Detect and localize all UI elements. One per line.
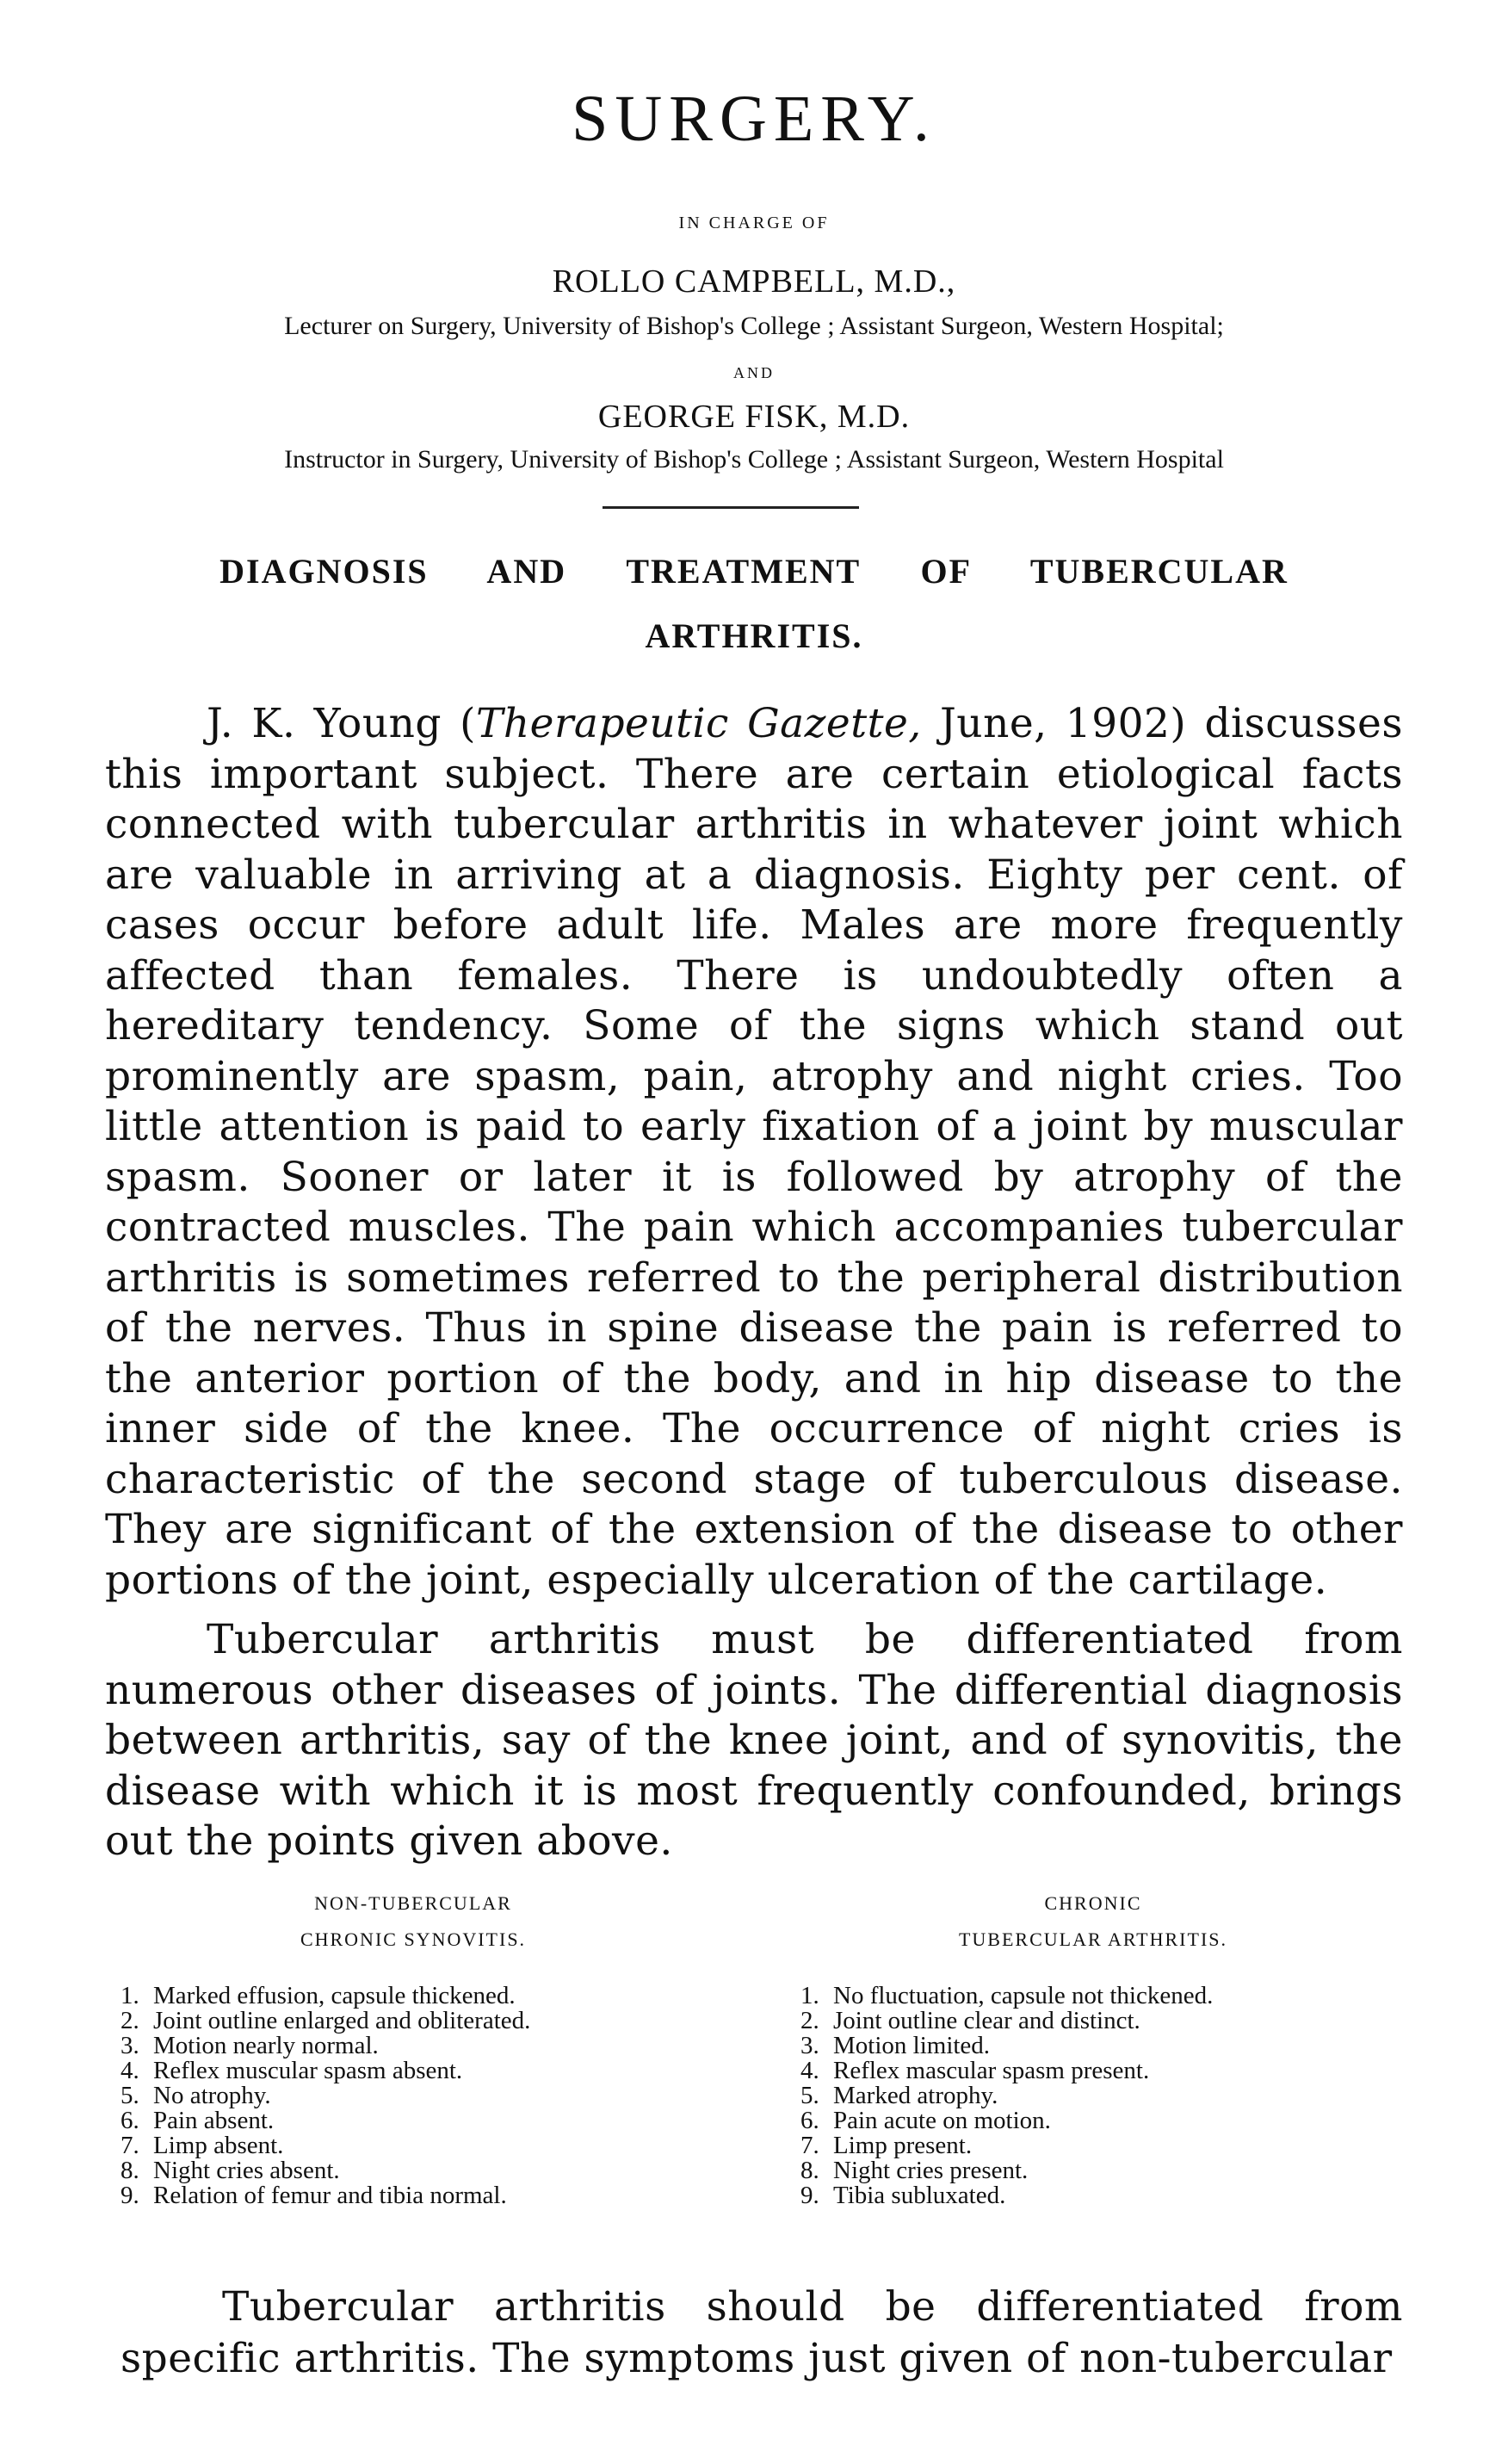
table-column-non-tubercular: [121, 1885, 775, 2208]
list-item: 8. Night cries absent.: [121, 2157, 340, 2184]
column-heading-line-1: CHRONIC: [1044, 1892, 1142, 1914]
header-divider: [603, 506, 859, 509]
article-paragraph-1: [105, 699, 1403, 1606]
list-item: 9. Tibia subluxated.: [800, 2182, 1006, 2209]
list-item: 1. Marked effusion, capsule thickened.: [121, 1982, 516, 2009]
list-item: 5. Marked atrophy.: [800, 2082, 998, 2109]
list-item: 3. Motion nearly normal.: [121, 2032, 379, 2059]
editor-1-name: ROLLO CAMPBELL, M.D.,: [552, 263, 956, 300]
column-heading-line-1: NON-TUBERCULAR: [314, 1892, 512, 1914]
list-item: 3. Motion limited.: [800, 2032, 991, 2059]
in-charge-label: IN CHARGE OF: [678, 214, 830, 232]
list-item: 2. Joint outline enlarged and obliterated.: [121, 2007, 531, 2034]
paragraph-1-body: June, 1902) discusses this important subject. There are certain etiological facts connected with tubercular arthritis in whatever joint which are valuable in arriving at a diagnosis. Eighty per cent. of cases occur before adult life. Males are more frequently affected than females. There is undoubtedly often a hereditary tendency. Some of the signs which stand out prominently are spasm, pain, atrophy and night cries. Too little attention is paid to early fixation of a joint by muscular spasm. Sooner or later it is followed by atrophy of the contracted muscles. The pain which accompanies tubercular arthritis is sometimes referred to the peripheral distribution of the nerves. Thus in spine disease the pain is referred to the anterior portion of the body, and in hip disease to the inner side of the knee. The occurrence of night cries is characteristic of the second stage of tuberculous disease. They are significant of the extension of the disease to other portions of the joint, especially ulceration of the cartilage.: [105, 700, 1403, 1604]
list-item: 8. Night cries present.: [800, 2157, 1029, 2184]
list-item: 6. Pain acute on motion.: [800, 2107, 1051, 2134]
paragraph-1-lead: J. K. Young (: [207, 700, 477, 747]
list-item: 6. Pain absent.: [121, 2107, 275, 2134]
list-item: 9. Relation of femur and tibia normal.: [121, 2182, 507, 2209]
list-item: 4. Reflex mascular spasm present.: [800, 2057, 1150, 2084]
editor-1-affiliation: Lecturer on Surgery, University of Bishop's College ; Assistant Surgeon, Western Hospital;: [284, 312, 1224, 340]
column-heading-line-2: TUBERCULAR ARTHRITIS.: [958, 1928, 1228, 1950]
symptom-list: [121, 1984, 775, 2208]
symptom-list: [800, 1984, 1403, 2208]
list-item: 7. Limp absent.: [121, 2132, 284, 2159]
editor-2-name: GEORGE FISK, M.D.: [597, 399, 911, 435]
paragraph-2-text: Tubercular arthritis must be differentiated from numerous other diseases of joints. The differential diagnosis between arthritis, say of the knee joint, and of synovitis, the disease with which it is most frequently confounded, brings out the points given above.: [105, 1616, 1403, 1865]
list-item: 5. No atrophy.: [121, 2082, 271, 2109]
editor-2-affiliation: Instructor in Surgery, University of Bishop's College ; Assistant Surgeon, Western Hospital: [284, 445, 1224, 474]
and-label: AND: [733, 364, 775, 381]
list-item: 7. Limp present.: [800, 2132, 973, 2159]
list-item: 4. Reflex muscular spasm absent.: [121, 2057, 463, 2084]
journal-name: Therapeutic Gazette,: [476, 700, 922, 747]
table-column-tubercular: [800, 1885, 1403, 2208]
list-item: 2. Joint outline clear and distinct.: [800, 2007, 1140, 2034]
article-paragraph-3: [121, 2281, 1403, 2385]
section-title: SURGERY.: [572, 83, 936, 155]
column-heading-line-2: CHRONIC SYNOVITIS.: [300, 1928, 527, 1950]
article-title-line-2: ARTHRITIS.: [645, 616, 863, 655]
article-title-line-1: DIAGNOSIS AND TREATMENT OF TUBERCULAR: [219, 552, 1289, 591]
list-item: 1. No fluctuation, capsule not thickened.: [800, 1982, 1214, 2009]
article-paragraph-2: [105, 1615, 1403, 1867]
paragraph-3-text: Tubercular arthritis should be differentiated from specific arthritis. The symptoms just given of non-tubercular: [121, 2283, 1403, 2382]
